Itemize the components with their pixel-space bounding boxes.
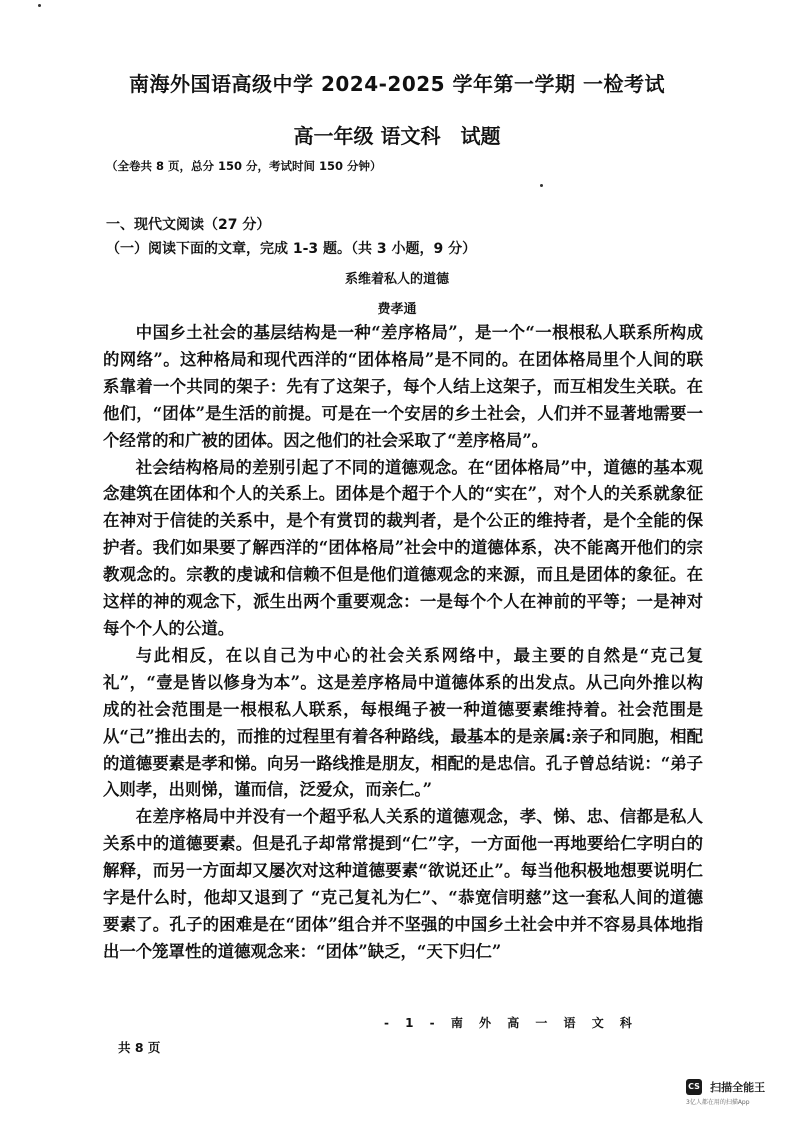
article-author: 费孝通 [377, 302, 417, 317]
article-body [103, 320, 703, 966]
scan-speck [540, 184, 543, 187]
scanner-logo-icon: CS [686, 1079, 702, 1095]
page-footer: - 1 - 南 外 高 一 语 文 科 [384, 1016, 638, 1030]
subject-title: 高一年级 语文科 试题 [293, 124, 501, 148]
scanner-tagline: 3亿人都在用的扫描App [686, 1099, 750, 1106]
sub-heading: （一）阅读下面的文章，完成 1-3 题。（共 3 小题，9 分） [106, 241, 477, 257]
article-paragraph: 与此相反，在以自己为中心的社会关系网络中，最主要的自然是“克己复礼”，“壹是皆以修身为本”。这是差序格局中道德体系的出发点。从己向外推以构成的社会范围是一根根私人联系，每根绳子被一种道德要素维持着。社会范围是从“己”推出去的，而推的过程里有着各种路线，最基本的是亲属:亲子和同胞，相配的道德要素是孝和悌。向另一路线推是朋友，相配的是忠信。孔子曾总结说：“弟子入则孝，出则悌，谨而信，泛爱众，而亲仁。” [103, 645, 703, 800]
article-paragraph: 社会结构格局的差别引起了不同的道德观念。在“团体格局”中，道德的基本观念建筑在团体和个人的关系上。团体是个超于个人的“实在”，对个人的关系就象征在神对于信徒的关系中，是个有赏罚的裁判者，是个公正的维持者，是个全能的保护者。我们如果要了解西洋的“团体格局”社会中的道德体系，决不能离开他们的宗教观念的。宗教的虔诚和信赖不但是他们道德观念的来源，而且是团体的象征。在这样的神的观念下，派生出两个重要观念：一是每个个人在神前的平等；一是神对每个个人的公道。 [103, 457, 703, 638]
exam-info: （全卷共 8 页，总分 150 分，考试时间 150 分钟） [106, 159, 382, 173]
scanner-watermark [686, 1076, 786, 1106]
article-paragraph: 中国乡土社会的基层结构是一种“差序格局”，是一个“一根根私人联系所构成的网络”。这种格局和现代西洋的“团体格局”是不同的。在团体格局里个人间的联系靠着一个共同的架子：先有了这架子，每个人结上这架子，而互相发生关联。在他们，“团体”是生活的前提。可是在一个安居的乡土社会，人们并不显著地需要一个经常的和广被的团体。因之他们的社会采取了“差序格局”。 [103, 323, 703, 450]
scan-speck [38, 4, 41, 7]
section-heading: 一、现代文阅读（27 分） [106, 217, 271, 233]
total-pages: 共 8 页 [118, 1040, 161, 1055]
article-title: 系维着私人的道德 [344, 272, 449, 287]
article-paragraph: 在差序格局中并没有一个超乎私人关系的道德观念，孝、悌、忠、信都是私人关系中的道德要素。但是孔子却常常提到“仁”字，一方面他一再地要给仁字明白的解释，而另一方面却又屡次对这种道德要素“欲说还止”。每当他积极地想要说明仁字是什么时，他却又退到了 “克己复礼为仁”、“恭宽信明慈”这一套私人间的道德要素了。孔子的困难是在“团体”组合并不坚强的中国乡土社会中并不容易具体地指出一个笼罩性的道德观念来：“团体”缺乏，“天下归仁” [103, 807, 703, 961]
exam-title: 南海外国语高级中学 2024-2025 学年第一学期 一检考试 [128, 72, 666, 96]
scanner-app-name: 扫描全能王 [710, 1080, 766, 1094]
